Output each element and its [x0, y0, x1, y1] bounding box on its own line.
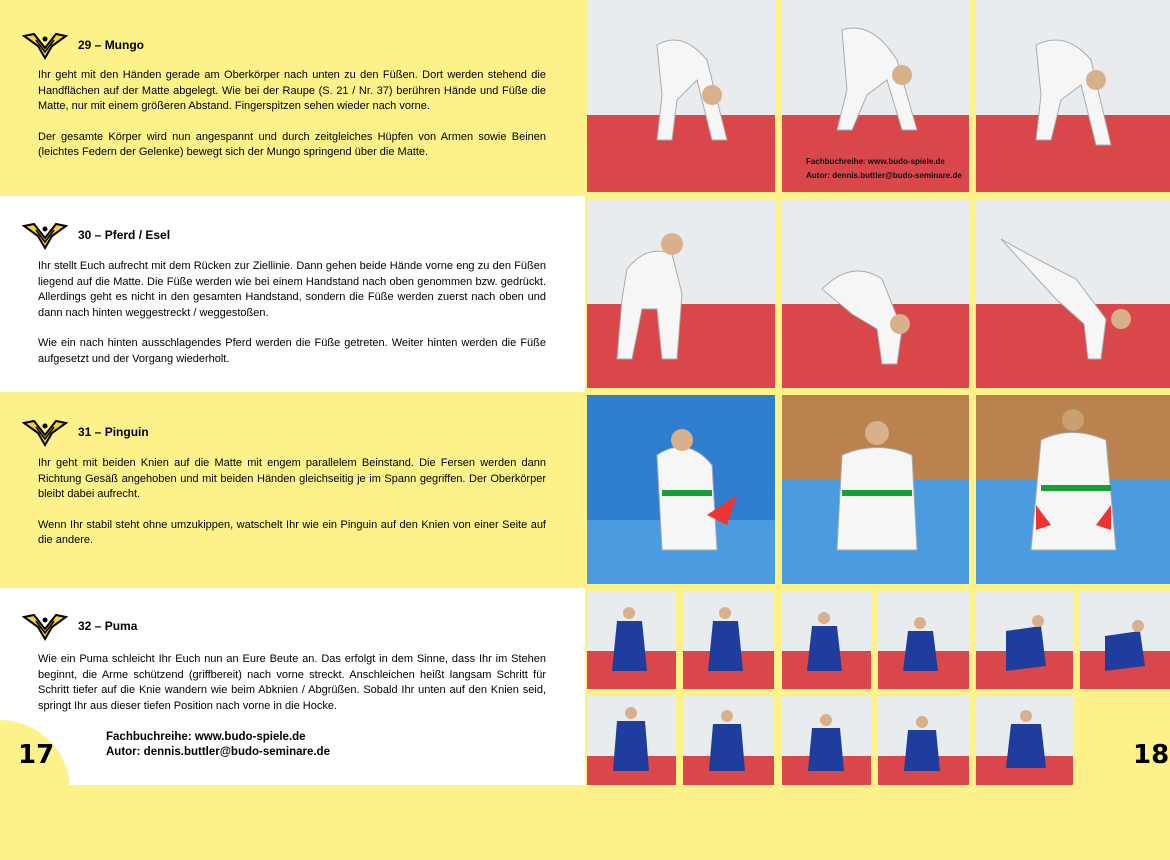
- photo-puma-1: [587, 591, 676, 689]
- left-page: [0, 0, 585, 785]
- watermark-author: Autor: dennis.buttler@budo-seminare.de: [806, 171, 962, 180]
- photo-mungo-1: [587, 0, 775, 192]
- photo-pferd-2: [782, 199, 969, 388]
- section-30-header: [22, 220, 170, 250]
- photo-puma-6: [1080, 591, 1170, 689]
- section-31-body: [38, 456, 546, 564]
- section-32-title: 32 – Puma: [78, 619, 138, 633]
- photo-puma-11: [976, 696, 1073, 785]
- section-30-body: [38, 259, 546, 382]
- photo-pinguin-3: [976, 395, 1170, 584]
- spirit-logo-icon: [22, 417, 68, 447]
- photo-puma-5: [976, 591, 1073, 689]
- section-29-paragraph-2: Der gesamte Körper wird nun angespannt und durch zeitgleiches Hüpfen von Armen sowie Beinen (leichtes Federn der Gelenke) bewegt sich der Mungo springend über die Matte.: [38, 130, 546, 158]
- spirit-logo-icon: [22, 611, 68, 641]
- section-29-header: [22, 30, 144, 60]
- section-32-paragraph-1: Wie ein Puma schleicht Ihr Euch nun an Eure Beute an. Das erfolgt in dem Sinne, dass Ihr im Stehen beginnt, die Arme schützend (griffbereit) nach vorne streckt. Anschleichen heißt langsam Schritt für Schritt tiefer auf die Knie wandern wie beim Abknien / Abgrüßen. Sobald Ihr unten auf den Knien seid, springt Ihr aus dieser tiefen Position nach vorne in die Hocke.: [38, 653, 546, 712]
- photo-pinguin-2: [782, 395, 969, 584]
- section-31-paragraph-1: Ihr geht mit beiden Knien auf die Matte mit engem parallelem Beinstand. Die Fersen werden dann Richtung Gesäß angehoben und mit beiden Händen gleichseitig je im Spann gegriffen. Der Oberkörper bleibt dabei aufrecht.: [38, 457, 546, 500]
- section-29-body: [38, 68, 546, 176]
- section-31-title: 31 – Pinguin: [78, 425, 149, 439]
- photo-mungo-3: [976, 0, 1170, 192]
- section-29-title: 29 – Mungo: [78, 38, 145, 52]
- photo-puma-3: [782, 591, 871, 689]
- photo-puma-4: [878, 591, 969, 689]
- section-30-paragraph-2: Wie ein nach hinten ausschlagendes Pferd werden die Füße getreten. Weiter hinten werden die Füße aufgesetzt und der Vorgang wiederholt.: [38, 337, 546, 365]
- page-number-right: 18: [1133, 740, 1170, 770]
- section-30-paragraph-1: Ihr stellt Euch aufrecht mit dem Rücken zur Ziellinie. Dann gehen beide Hände vorne eng zu den Füßen liegend auf die Matte. Die Füße werden wie bei einem Handstand nach oben genommen bzw. gedrückt. Allerdings geht es nicht in den gesamten Handstand, sondern die Füße werden zuerst nach oben und dann nach hinten weggestreckt / weggestoßen.: [38, 260, 546, 319]
- photo-puma-8: [683, 696, 774, 785]
- photo-pinguin-1: [587, 395, 775, 584]
- section-32-header: [22, 611, 137, 641]
- spirit-logo-icon: [22, 30, 68, 60]
- section-32-body: [38, 652, 546, 729]
- section-29-paragraph-1: Ihr geht mit den Händen gerade am Oberkörper nach unten zu den Füßen. Dort werden stehend die Handflächen auf der Matte abgelegt. Wie bei der Raupe (S. 21 / Nr. 37) berühren Hände und Füße die Matte, nur mit einem größeren Abstand. Fingerspitzen sehen wieder nach vorne.: [38, 69, 546, 112]
- section-31-header: [22, 417, 149, 447]
- footer: [106, 730, 330, 760]
- photo-pferd-3: [976, 199, 1170, 388]
- photo-watermark: [806, 155, 962, 183]
- footer-author: Autor: dennis.buttler@budo-seminare.de: [106, 746, 330, 758]
- photo-puma-2: [683, 591, 774, 689]
- section-30-title: 30 – Pferd / Esel: [78, 228, 171, 242]
- section-31-paragraph-2: Wenn Ihr stabil steht ohne umzukippen, watschelt Ihr wie ein Pinguin auf den Knien von einer Seite auf die andere.: [38, 518, 546, 546]
- photo-puma-7: [587, 696, 676, 785]
- photo-puma-9: [782, 696, 871, 785]
- footer-series: Fachbuchreihe: www.budo-spiele.de: [106, 731, 306, 743]
- spirit-logo-icon: [22, 220, 68, 250]
- photo-puma-10: [878, 696, 969, 785]
- page-number-left: 17: [18, 740, 55, 770]
- watermark-series: Fachbuchreihe: www.budo-spiele.de: [806, 157, 945, 166]
- photo-pferd-1: [587, 199, 775, 388]
